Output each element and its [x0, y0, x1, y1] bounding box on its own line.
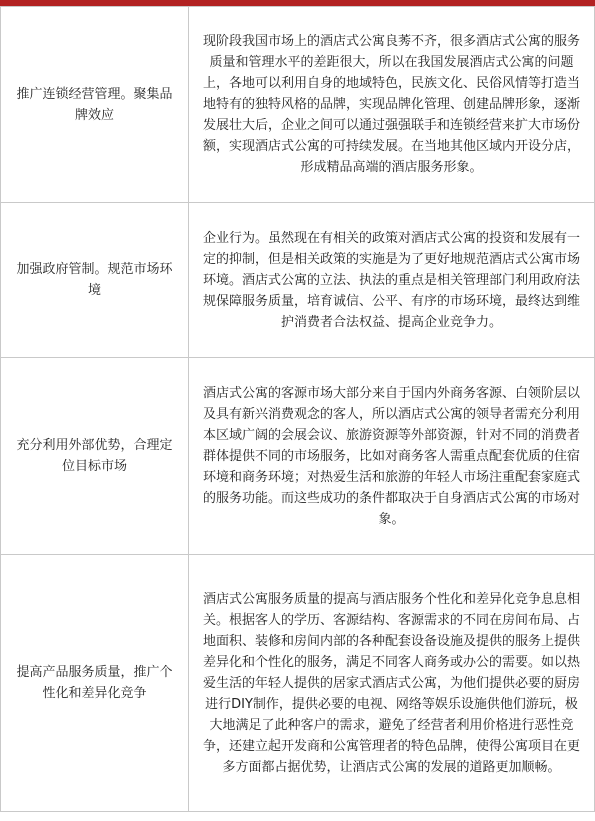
strategy-table — [0, 6, 595, 812]
description-cell: 酒店式公寓的客源市场大部分来自于国内外商务客源、白领阶层以及具有新兴消费观念的客人，所以酒店式公寓的领导者需充分利用本区域广阔的会展会议、旅游资源等外部资源，针对不同的消费者群体提供不同的市场服务，比如对商务客人需重点配套优质的住宿环境和商务环境；对热爱生活和旅游的年轻人市场注重配套家庭式的服务功能。而这些成功的条件都取决于自身酒店式公寓的市场对象。 — [189, 358, 595, 555]
strategy-cell: 加强政府管制。规范市场环境 — [1, 203, 189, 358]
table-row — [1, 7, 595, 203]
description-cell: 企业行为。虽然现在有相关的政策对酒店式公寓的投资和发展有一定的抑制，但是相关政策的实施是为了更好地规范酒店式公寓市场环境。酒店式公寓的立法、执法的重点是相关管理部门利用政府法规保障服务质量，培育诚信、公平、有序的市场环境，最终达到维护消费者合法权益、提高企业竞争力。 — [189, 203, 595, 358]
table-row — [1, 203, 595, 358]
strategy-cell: 提高产品服务质量，推广个性化和差异化竞争 — [1, 555, 189, 812]
strategy-cell: 推广连锁经营管理。聚集品牌效应 — [1, 7, 189, 203]
table-row — [1, 358, 595, 555]
table-row — [1, 555, 595, 812]
description-cell: 酒店式公寓服务质量的提高与酒店服务个性化和差异化竞争息息相关。根据客人的学历、客源结构、客源需求的不同在房间布局、占地面积、装修和房间内部的各种配套设备设施及提供的服务上提供差异化和个性化的服务，满足不同客人商务或办公的需要。如以热爱生活的年轻人提供的居家式酒店式公寓，为他们提供必要的厨房进行DIY制作，提供必要的电视、网络等娱乐设施供他们游玩，极大地满足了此种客户的需求，避免了经营者利用价格进行恶性竞争，还建立起开发商和公寓管理者的特色品牌，使得公寓项目在更多方面都占据优势，让酒店式公寓的发展的道路更加顺畅。 — [189, 555, 595, 812]
description-cell: 现阶段我国市场上的酒店式公寓良莠不齐，很多酒店式公寓的服务质量和管理水平的差距很大，所以在我国发展酒店式公寓的问题上，各地可以利用自身的地域特色，民族文化、民俗风情等打造当地特有的独特风格的品牌，实现品牌化管理、创建品牌形象，逐渐发展壮大后，企业之间可以通过强强联手和连锁经营来扩大市场份额，实现酒店式公寓的可持续发展。在当地其他区域内开设分店，形成精品高端的酒店服务形象。 — [189, 7, 595, 203]
strategy-cell: 充分利用外部优势，合理定位目标市场 — [1, 358, 189, 555]
